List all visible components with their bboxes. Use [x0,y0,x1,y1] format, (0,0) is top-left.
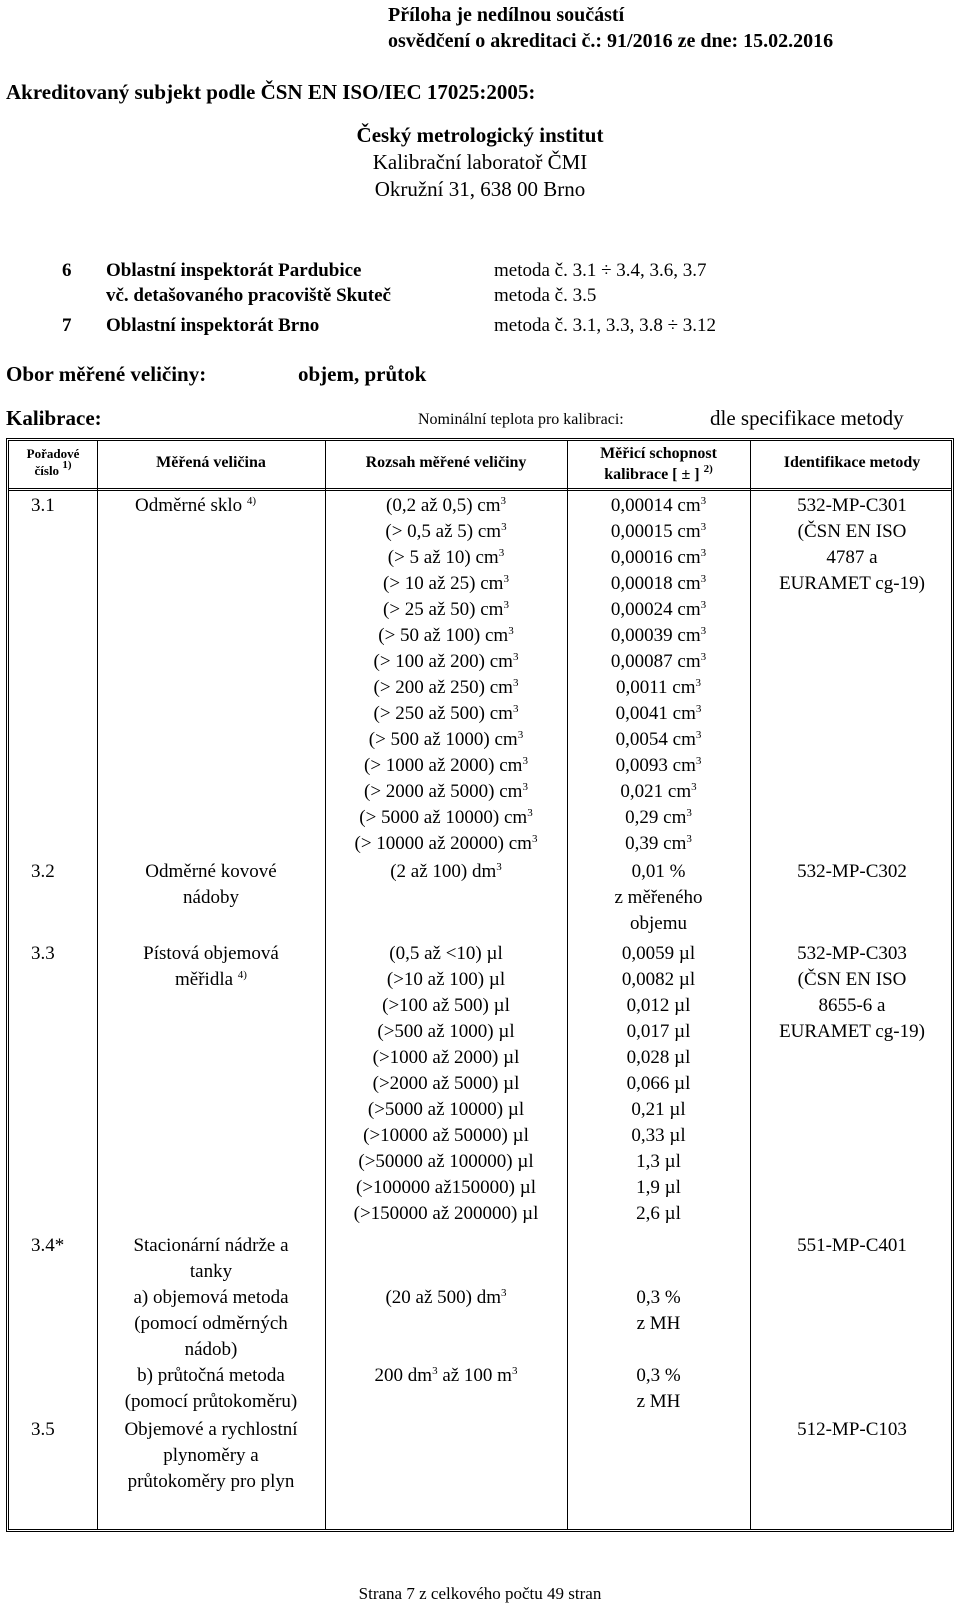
range-item: (> 1000 až 2000) $cm^3$ [364,755,528,776]
measured-quantity: Odměrné kovové nádoby [145,861,277,908]
range-item: (> 50 až 100) $cm^3$ [378,625,514,646]
branch-methods: metoda č. 3.1, 3.3, 3.8 ÷ 3.12 [494,315,717,336]
nominal-temperature-value: dle specifikace metody [710,406,904,430]
field-label: Obor měřené veličiny: [6,362,207,386]
range-item: (> 25 až 50) $cm^3$ [383,599,509,620]
branch-methods: metoda č. 3.5 [494,285,597,306]
header-measurement-range: Rozsah měřené veličiny [365,454,527,471]
range-item: (>10000 až 50000) µl [363,1125,529,1146]
method-id: 512-MP-C103 [797,1419,907,1440]
cmc-item: 0,3 % z MH [636,1287,681,1334]
cmc-item: 0,00015 $cm^3$ [610,521,707,542]
cmc-item: 0,00014 $cm^3$ [610,495,707,516]
annex-line-1: Příloha je nedílnou součástí [388,4,625,26]
cmc-item: 0,0082 µl [621,969,696,990]
field-value: objem, průtok [298,362,427,386]
cmc-item: 0,0059 µl [621,943,696,964]
cmc-item: 0,00087 $cm^3$ [610,651,707,672]
page-footer: Strana 7 z celkového počtu 49 stran [358,1584,602,1603]
range-item: (> 5000 až 10000) $cm^3$ [359,807,533,828]
range-item: (>2000 až 5000) µl [372,1073,520,1094]
header-measured-quantity: Měřená veličina [156,454,266,471]
institute-name: Český metrologický institut [356,123,604,147]
range-list [325,941,567,1227]
row-number: 3.5 [31,1419,55,1440]
range-item: (> 0,5 až 5) $cm^3$ [385,521,507,542]
cmc-list [567,493,750,857]
cmc-item: 0,021 $cm^3$ [620,781,697,802]
method-id: 551-MP-C401 [797,1235,907,1256]
lab-name: Kalibrační laboratoř ČMI [372,150,588,174]
cmc-item: 0,0011 $cm^3$ [615,677,701,698]
range-item: (>100 až 500) µl [382,995,510,1016]
cmc-item: 0,028 µl [626,1047,691,1068]
row-number: 3.4* [31,1235,65,1256]
cmc-item: 0,00024 $cm^3$ [610,599,707,620]
cmc-item: 0,39 $cm^3$ [625,833,692,854]
branch-name: vč. detašovaného pracoviště Skuteč [106,285,391,306]
annex-header [388,2,833,54]
cmc-item: 0,3 % z MH [636,1365,681,1412]
range-list [325,493,567,857]
range-item: (2 až 100) $dm^3$ [390,861,502,882]
range-item: (> 250 až 500) $cm^3$ [373,703,519,724]
cmc-item: 0,33 µl [631,1125,686,1146]
cmc-item: 0,21 µl [631,1099,686,1120]
accredited-subject: Akreditovaný subjekt podle ČSN EN ISO/IEC 17025:2005: [6,80,536,104]
branch-number: 7 [62,315,72,336]
range-item: (>150000 až 200000) µl [353,1203,539,1224]
lab-address: Okružní 31, 638 00 Brno [374,177,586,201]
row-number: 3.1 [31,495,55,516]
range-item: (>1000 až 2000) µl [372,1047,520,1068]
nominal-temperature-label: Nominální teplota pro kalibraci: [418,411,624,428]
branch-methods: metoda č. 3.1 ÷ 3.4, 3.6, 3.7 [494,260,707,281]
branch-number: 6 [62,260,72,281]
cmc-item: 0,00039 $cm^3$ [610,625,707,646]
cmc-item: 0,00018 $cm^3$ [610,573,707,594]
row-number: 3.3 [31,943,55,964]
method-id: 532-MP-C302 [797,861,907,882]
annex-line-2: osvědčení o akreditaci č.: 91/2016 ze dne: 15.02.2016 [388,30,834,52]
header-calibration-capability: Měřicí schopnost kalibrace [ ± ] $^{2)}$ [600,445,717,483]
cmc-item: 0,0054 $cm^3$ [615,729,702,750]
range-item: (>50000 až 100000) µl [358,1151,534,1172]
range-item: (> 100 až 200) $cm^3$ [373,651,519,672]
range-item: (>5000 až 10000) µl [367,1099,525,1120]
range-item: (>10 až 100) µl [386,969,506,990]
calibration-label: Kalibrace: [6,406,102,430]
range-item: (> 10000 až 20000) $cm^3$ [354,833,538,854]
range-item: (0,2 až 0,5) $cm^3$ [386,495,506,516]
cmc-item: 1,3 µl [636,1151,681,1172]
calibration-table [6,438,954,1532]
cmc-list [567,941,750,1227]
range-item: (0,5 až <10) µl [389,943,503,964]
range-item: (> 2000 až 5000) $cm^3$ [364,781,528,802]
range-item: (20 až 500) $dm^3$ [385,1287,507,1308]
cmc-item: 0,017 µl [626,1021,691,1042]
measured-quantity: Pístová objemová měřidla $^{4)}$ [143,943,279,990]
cmc-item: 2,6 µl [636,1203,681,1224]
range-item: (> 10 až 25) $cm^3$ [383,573,509,594]
cmc-item: 0,012 µl [626,995,691,1016]
branch-name: Oblastní inspektorát Brno [106,315,320,336]
range-item: (> 200 až 250) $cm^3$ [373,677,519,698]
method-id: 532-MP-C303 (ČSN EN ISO 8655-6 a EURAMET cg-19) [779,943,925,1042]
header-divider [9,488,951,491]
branch-name: Oblastní inspektorát Pardubice [106,260,362,281]
measured-quantity: Odměrné sklo $^{4)}$ [135,495,257,516]
range-item: 200 $dm^3$ až 100 $m^3$ [374,1365,518,1386]
range-item: (>100000 až150000) µl [356,1177,536,1198]
header-order-number: Pořadové číslo $^{1)}$ [26,446,80,478]
range-item: (>500 až 1000) µl [377,1021,515,1042]
row-number: 3.2 [31,861,55,882]
cmc-item: 0,00016 $cm^3$ [610,547,707,568]
measured-quantity: Objemové a rychlostní plynoměry a průtokoměry pro plyn [124,1419,298,1492]
cmc-item: 0,0093 $cm^3$ [615,755,702,776]
cmc-item: 0,066 µl [626,1073,691,1094]
cmc-item: 0,0041 $cm^3$ [615,703,702,724]
cmc-item: 1,9 µl [636,1177,681,1198]
range-item: (> 5 až 10) $cm^3$ [387,547,505,568]
header-method-identification: Identifikace metody [783,454,921,471]
method-id: 532-MP-C301 (ČSN EN ISO 4787 a EURAMET cg-19) [779,495,925,594]
cmc-item: 0,29 $cm^3$ [625,807,692,828]
measured-quantity: Stacionární nádrže a tanky a) objemová metoda (pomocí odměrných nádob) b) průtočná metoda (pomocí průtokoměru) [124,1235,298,1412]
cmc-item: 0,01 % z měřeného objemu [614,861,703,934]
range-item: (> 500 až 1000) $cm^3$ [368,729,524,750]
